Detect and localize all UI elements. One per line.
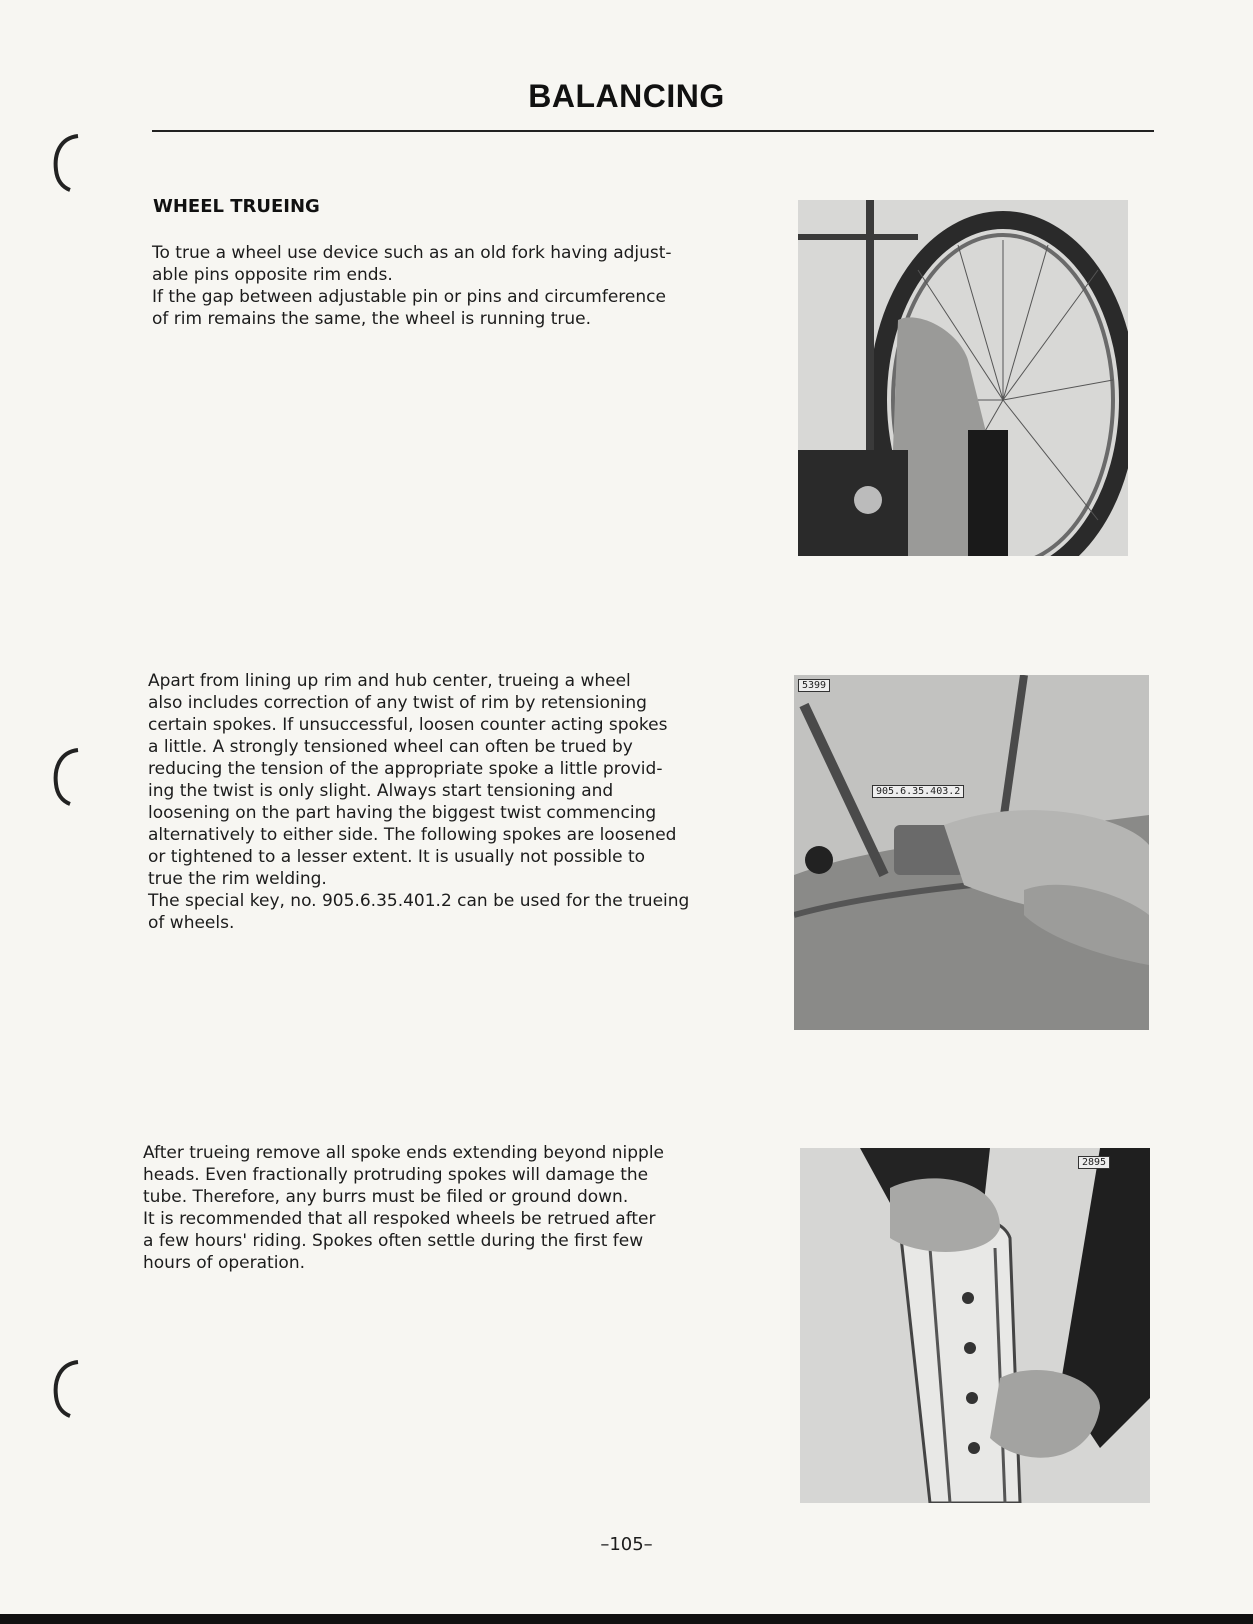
- text-line: heads. Even fractionally protruding spokes will damage the: [143, 1165, 649, 1185]
- text-line: also includes correction of any twist of rim by retensioning: [148, 693, 647, 713]
- binder-hole-middle: [46, 746, 82, 806]
- figure-number: 2895: [1078, 1156, 1110, 1169]
- text-line: loosening on the part having the biggest twist commencing: [148, 803, 657, 823]
- text-line: true the rim welding.: [148, 869, 327, 889]
- text-line: If the gap between adjustable pin or pins and circumference: [152, 287, 666, 307]
- text-line: ing the twist is only slight. Always start tensioning and: [148, 781, 614, 801]
- text-line: a few hours' riding. Spokes often settle during the first few: [143, 1231, 644, 1251]
- text-line: of rim remains the same, the wheel is running true.: [152, 309, 591, 329]
- page-title: BALANCING: [528, 78, 725, 114]
- text-line: able pins opposite rim ends.: [152, 265, 393, 285]
- section-heading: WHEEL TRUEING: [153, 196, 320, 217]
- page-number: –105–: [600, 1534, 653, 1555]
- text-line: tube. Therefore, any burrs must be filed or ground down.: [143, 1187, 629, 1207]
- text-line: To true a wheel use device such as an old fork having adjust-: [152, 243, 672, 263]
- text-line: a little. A strongly tensioned wheel can often be trued by: [148, 737, 633, 757]
- text-line: It is recommended that all respoked wheels be retrued after: [143, 1209, 656, 1229]
- title-rule: [152, 130, 1154, 132]
- text-line: hours of operation.: [143, 1253, 306, 1273]
- text-line: After trueing remove all spoke ends extending beyond nipple: [143, 1143, 665, 1163]
- text-line: reducing the tension of the appropriate spoke a little provid-: [148, 759, 663, 779]
- figure-callout: 905.6.35.403.2: [872, 785, 964, 798]
- text-line: or tightened to a lesser extent. It is usually not possible to: [148, 847, 646, 867]
- text-line: certain spokes. If unsuccessful, loosen counter acting spokes: [148, 715, 668, 735]
- photo-rim-spoke-ends: [800, 1148, 1150, 1503]
- paragraph-spoke-ends: [143, 1142, 725, 1274]
- text-line: alternatively to either side. The following spokes are loosened: [148, 825, 677, 845]
- figure-number: 5399: [798, 679, 830, 692]
- paragraph-rim-twist-correction: [148, 670, 728, 934]
- text-line: Apart from lining up rim and hub center, trueing a wheel: [148, 671, 631, 691]
- paragraph-wheel-trueing-device: [152, 242, 737, 330]
- text-line: The special key, no. 905.6.35.401.2 can be used for the trueing: [148, 891, 690, 911]
- binder-hole-top: [46, 132, 82, 192]
- photo-wheel-in-trueing-fork: [798, 200, 1128, 556]
- scan-edge-bar: [0, 1614, 1253, 1624]
- binder-hole-bottom: [46, 1358, 82, 1418]
- text-line: of wheels.: [148, 913, 235, 933]
- photo-special-key-on-nipple: [794, 675, 1149, 1030]
